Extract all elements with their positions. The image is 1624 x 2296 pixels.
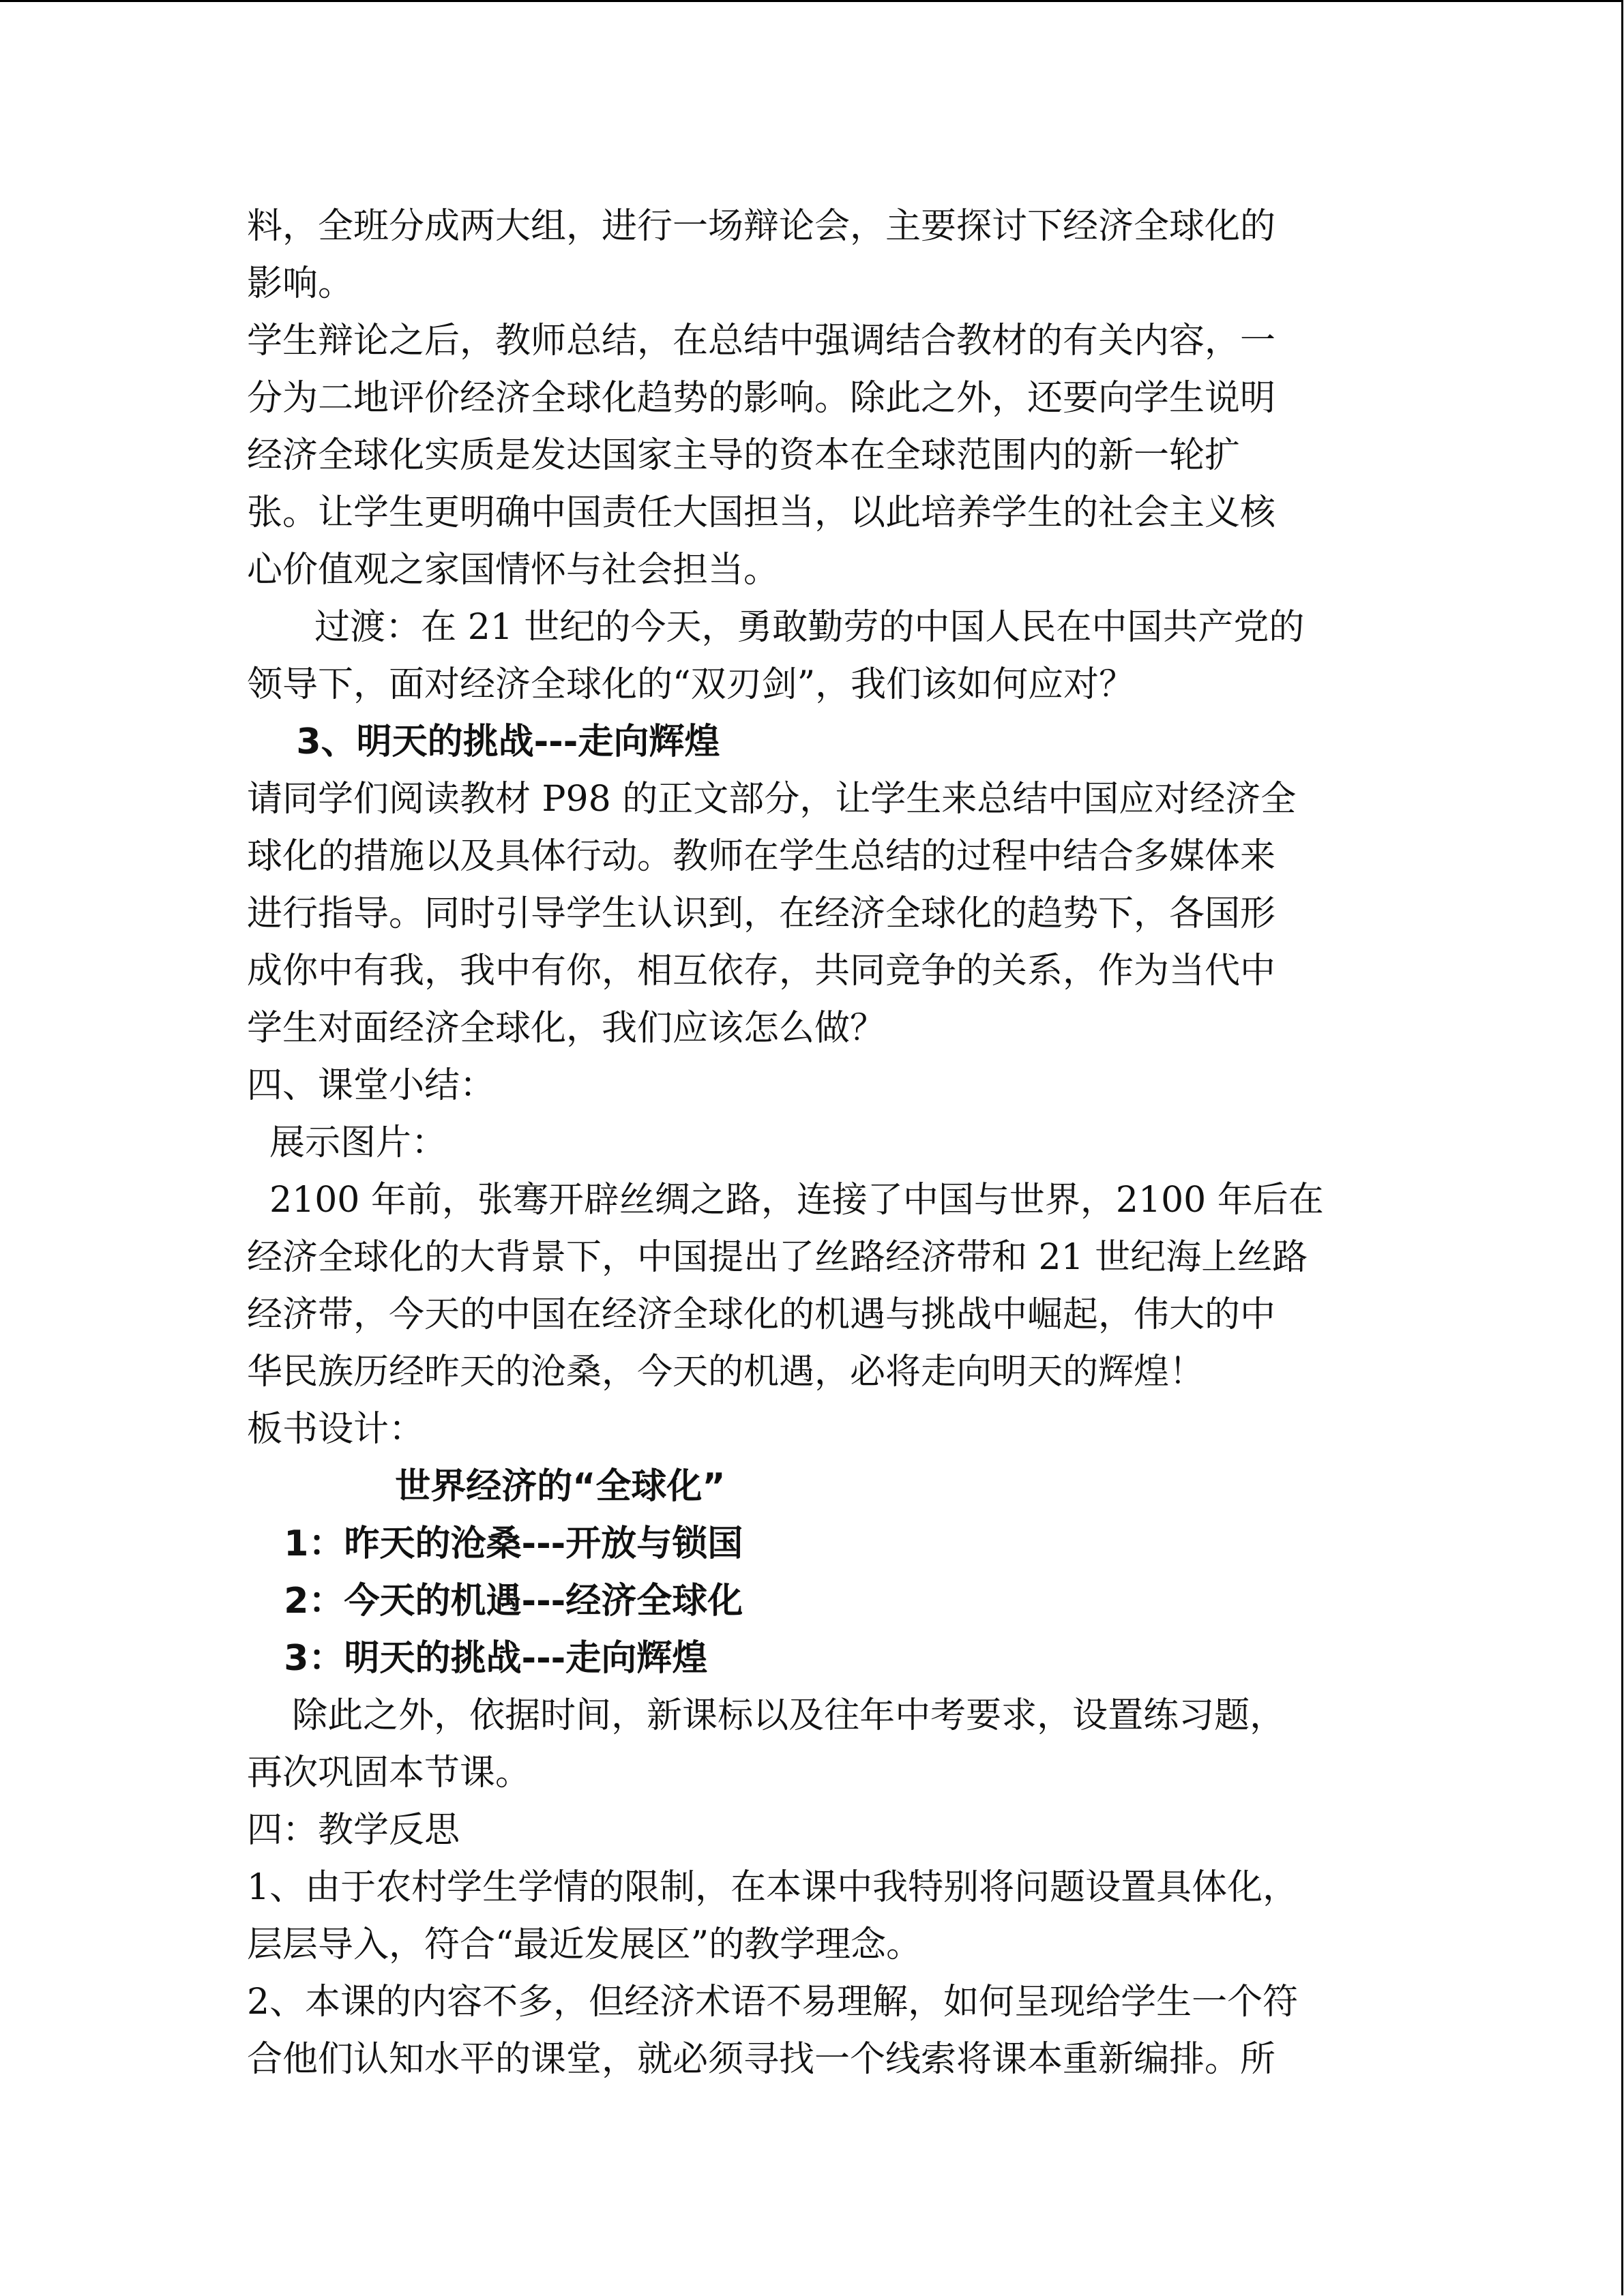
text-line: 球化的措施以及具体行动。教师在学生总结的过程中结合多媒体来 <box>247 836 1276 877</box>
text-line: 进行指导。同时引导学生认识到，在经济全球化的趋势下，各国形 <box>247 893 1276 934</box>
text-line: 学生辩论之后，教师总结，在总结中强调结合教材的有关内容，一 <box>247 320 1276 361</box>
board-item: 1：昨天的沧桑---开放与锁国 <box>247 1523 743 1564</box>
text-line: 心价值观之家国情怀与社会担当。 <box>247 550 780 591</box>
text-line: 合他们认知水平的课堂，就必须寻找一个线索将课本重新编排。所 <box>247 2039 1276 2080</box>
text-line: 影响。 <box>247 263 354 304</box>
document-body <box>247 198 1372 2088</box>
text-line: 华民族历经昨天的沧桑，今天的机遇，必将走向明天的辉煌！ <box>247 1352 1205 1392</box>
text-line: 层层导入，符合“最近发展区”的教学理念。 <box>247 1924 922 1965</box>
text-line: 1、由于农村学生学情的限制，在本课中我特别将问题设置具体化， <box>247 1867 1299 1908</box>
text-line: 学生对面经济全球化，我们应该怎么做？ <box>247 1008 886 1049</box>
section-heading: 四：教学反思 <box>247 1810 460 1851</box>
text-line: 张。让学生更明确中国责任大国担当，以此培养学生的社会主义核 <box>247 492 1276 533</box>
text-line: 除此之外，依据时间，新课标以及往年中考要求，设置练习题， <box>247 1695 1286 1736</box>
text-line: 展示图片： <box>247 1122 447 1163</box>
text-line: 过渡：在 21 世纪的今天，勇敢勤劳的中国人民在中国共产党的 <box>247 607 1305 648</box>
section-heading: 板书设计： <box>247 1409 425 1450</box>
text-line: 经济全球化实质是发达国家主导的资本在全球范围内的新一轮扩 <box>247 435 1241 476</box>
text-line: 经济全球化的大背景下，中国提出了丝路经济带和 21 世纪海上丝路 <box>247 1237 1308 1278</box>
section-heading: 四、课堂小结： <box>247 1065 496 1106</box>
board-item: 2：今天的机遇---经济全球化 <box>247 1581 743 1622</box>
text-line: 2100 年前，张骞开辟丝绸之路，连接了中国与世界，2100 年后在 <box>247 1180 1324 1221</box>
text-line: 2、本课的内容不多，但经济术语不易理解，如何呈现给学生一个符 <box>247 1982 1299 2023</box>
text-line: 料，全班分成两大组，进行一场辩论会，主要探讨下经济全球化的 <box>247 206 1276 247</box>
text-line: 成你中有我，我中有你，相互依存，共同竞争的关系，作为当代中 <box>247 951 1276 992</box>
section-heading: 3、明天的挑战---走向辉煌 <box>247 721 720 762</box>
text-line: 领导下，面对经济全球化的“双刃剑”，我们该如何应对？ <box>247 664 1135 705</box>
text-line: 请同学们阅读教材 P98 的正文部分，让学生来总结中国应对经济全 <box>247 779 1297 820</box>
text-line: 分为二地评价经济全球化趋势的影响。除此之外，还要向学生说明 <box>247 378 1276 419</box>
text-line: 经济带，今天的中国在经济全球化的机遇与挑战中崛起，伟大的中 <box>247 1294 1276 1335</box>
board-item: 3：明天的挑战---走向辉煌 <box>247 1638 708 1679</box>
text-line: 再次巩固本节课。 <box>247 1753 531 1793</box>
board-title: 世界经济的“全球化” <box>247 1466 726 1507</box>
